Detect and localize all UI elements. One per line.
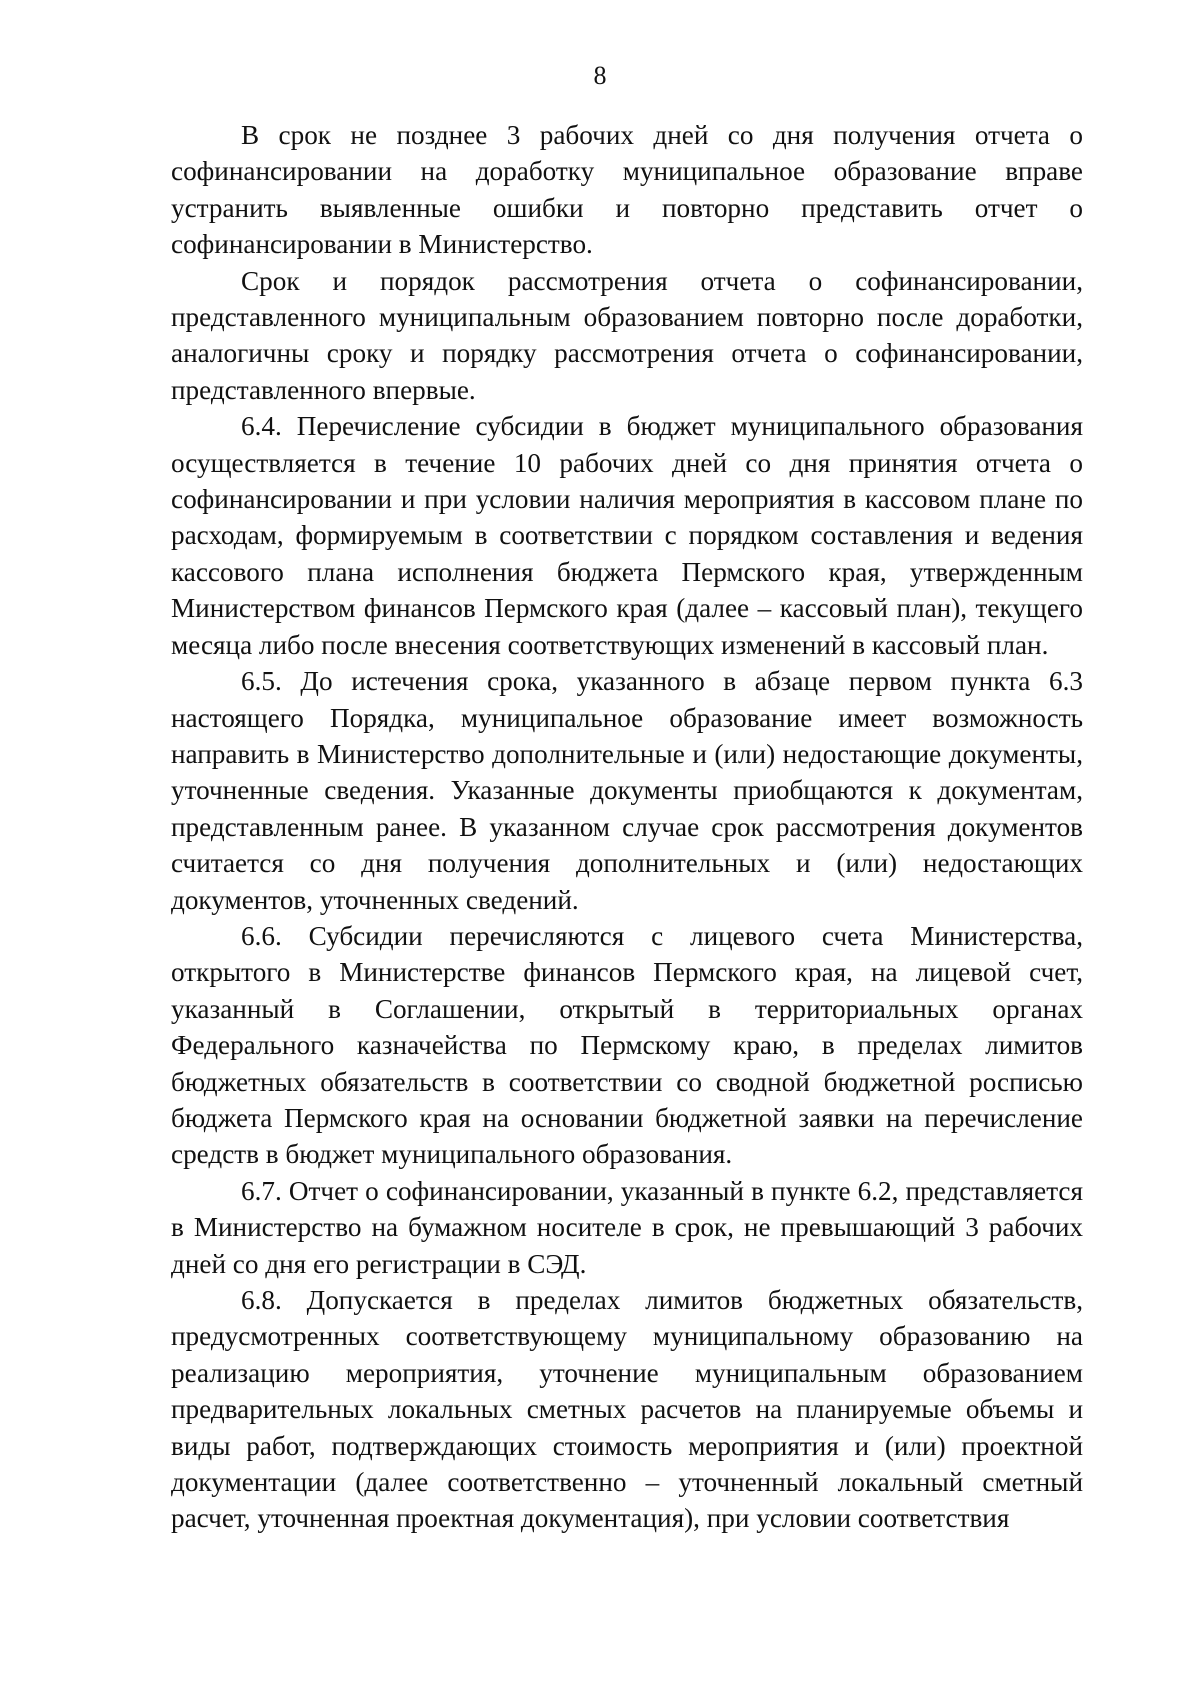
paragraph-6-5: 6.5. До истечения срока, указанного в абзаце первом пункта 6.3 настоящего Порядка, муниципальное образование имеет возможность направить в Министерство дополнительные и (или) недостающие документы, уточненные сведения. Указанные документы приобщаются к документам, представленным ранее. В указанном случае срок рассмотрения документов считается со дня получения дополнительных и (или) недостающих документов, уточненных сведений. (171, 666, 1083, 915)
paragraph-review-procedure: Срок и порядок рассмотрения отчета о софинансировании, представленного муниципальным образованием повторно после доработки, аналогичны сроку и порядку рассмотрения отчета о софинансировании, представленного впервые. (171, 265, 1083, 405)
paragraph-6-7: 6.7. Отчет о софинансировании, указанный в пункте 6.2, представляется в Министерство на бумажном носителе в срок, не превышающий 3 рабочих дней со дня его регистрации в СЭД. (171, 1175, 1083, 1279)
page-number: 8 (593, 61, 607, 90)
paragraph-6-6: 6.6. Субсидии перечисляются с лицевого счета Министерства, открытого в Министерстве финансов Пермского края, на лицевой счет, указанный в Соглашении, открытый в территориальных органах Федерального казначейства по Пермскому краю, в пределах лимитов бюджетных обязательств в соответствии со сводной бюджетной росписью бюджета Пермского края на основании бюджетной заявки на перечисление средств в бюджет муниципального образования. (171, 920, 1083, 1170)
paragraph-6-4: 6.4. Перечисление субсидии в бюджет муниципального образования осуществляется в течение 10 рабочих дней со дня принятия отчета о софинансировании и при условии наличия мероприятия в кассовом плане по расходам, формируемым в соответствии с порядком составления и ведения кассового плана исполнения бюджета Пермского края, утвержденным Министерством финансов Пермского края (далее – кассовый план), текущего месяца либо после внесения соответствующих изменений в кассовый план. (171, 411, 1083, 660)
document-body (171, 117, 1083, 1537)
paragraph-revision-deadline: В срок не позднее 3 рабочих дней со дня получения отчета о софинансировании на доработку муниципальное образование вправе устранить выявленные ошибки и повторно представить отчет о софинансировании в Министерство. (171, 120, 1083, 260)
paragraph-6-8: 6.8. Допускается в пределах лимитов бюджетных обязательств, предусмотренных соответствующему муниципальному образованию на реализацию мероприятия, уточнение муниципальным образованием предварительных локальных сметных расчетов на планируемые объемы и виды работ, подтверждающих стоимость мероприятия и (или) проектной документации (далее соответственно – уточненный локальный сметный расчет, уточненная проектная документация), при условии соответствия (171, 1285, 1083, 1534)
